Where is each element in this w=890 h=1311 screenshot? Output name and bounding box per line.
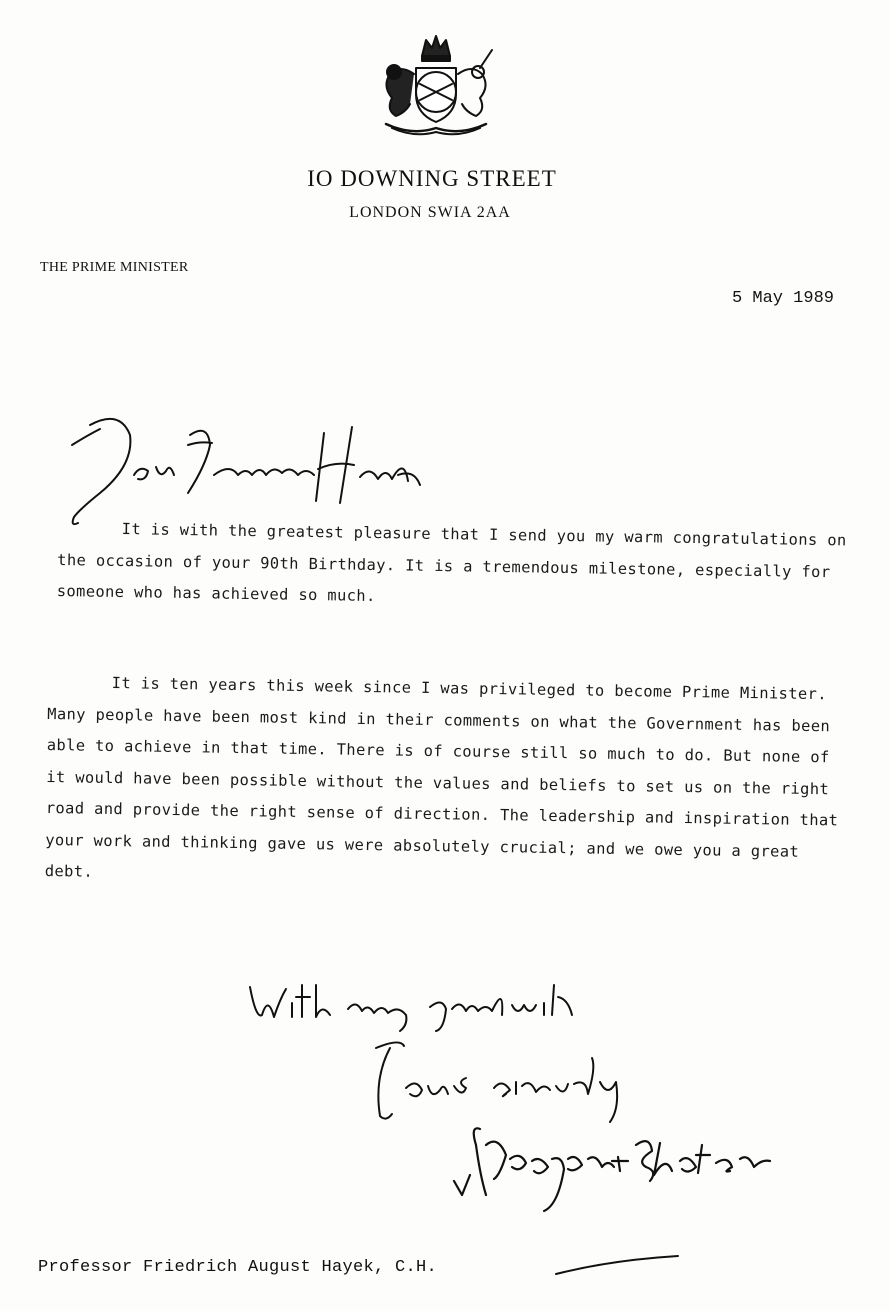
paragraph-1-text: It is with the greatest pleasure that I send you my warm congratulations on the occasion of your 90th Birthday. It is a tremendous milestone, especially for someone who has achieved so much.	[56, 520, 847, 605]
pen-stroke-mark	[552, 1250, 682, 1280]
body-paragraph-2	[45, 667, 848, 900]
closing-line1-handwriting	[240, 975, 620, 1035]
recipient-name: Professor Friedrich August Hayek, C.H.	[38, 1258, 438, 1277]
royal-crest-icon	[372, 28, 500, 138]
address-city-postcode: LONDON SWIA 2AA	[349, 204, 511, 221]
body-paragraph-1	[57, 513, 848, 620]
paragraph-2-text: It is ten years this week since I was privileged to become Prime Minister. Many people have been most kind in their comments on what the Government has been able to achieve in that time. There is of course still so much to do. But none of it would have been possible without the values and beliefs to set us on the right road and provide the right sense of direction. The leadership and inspiration that your work and thinking gave us were absolutely crucial; and we owe you a great debt.	[44, 674, 839, 881]
office-title: THE PRIME MINISTER	[40, 260, 189, 275]
closing-line2-handwriting	[370, 1038, 650, 1128]
address-street: IO DOWNING STREET	[307, 166, 557, 191]
letter-date: 5 May 1989	[731, 289, 834, 308]
signature-handwriting	[440, 1115, 780, 1225]
